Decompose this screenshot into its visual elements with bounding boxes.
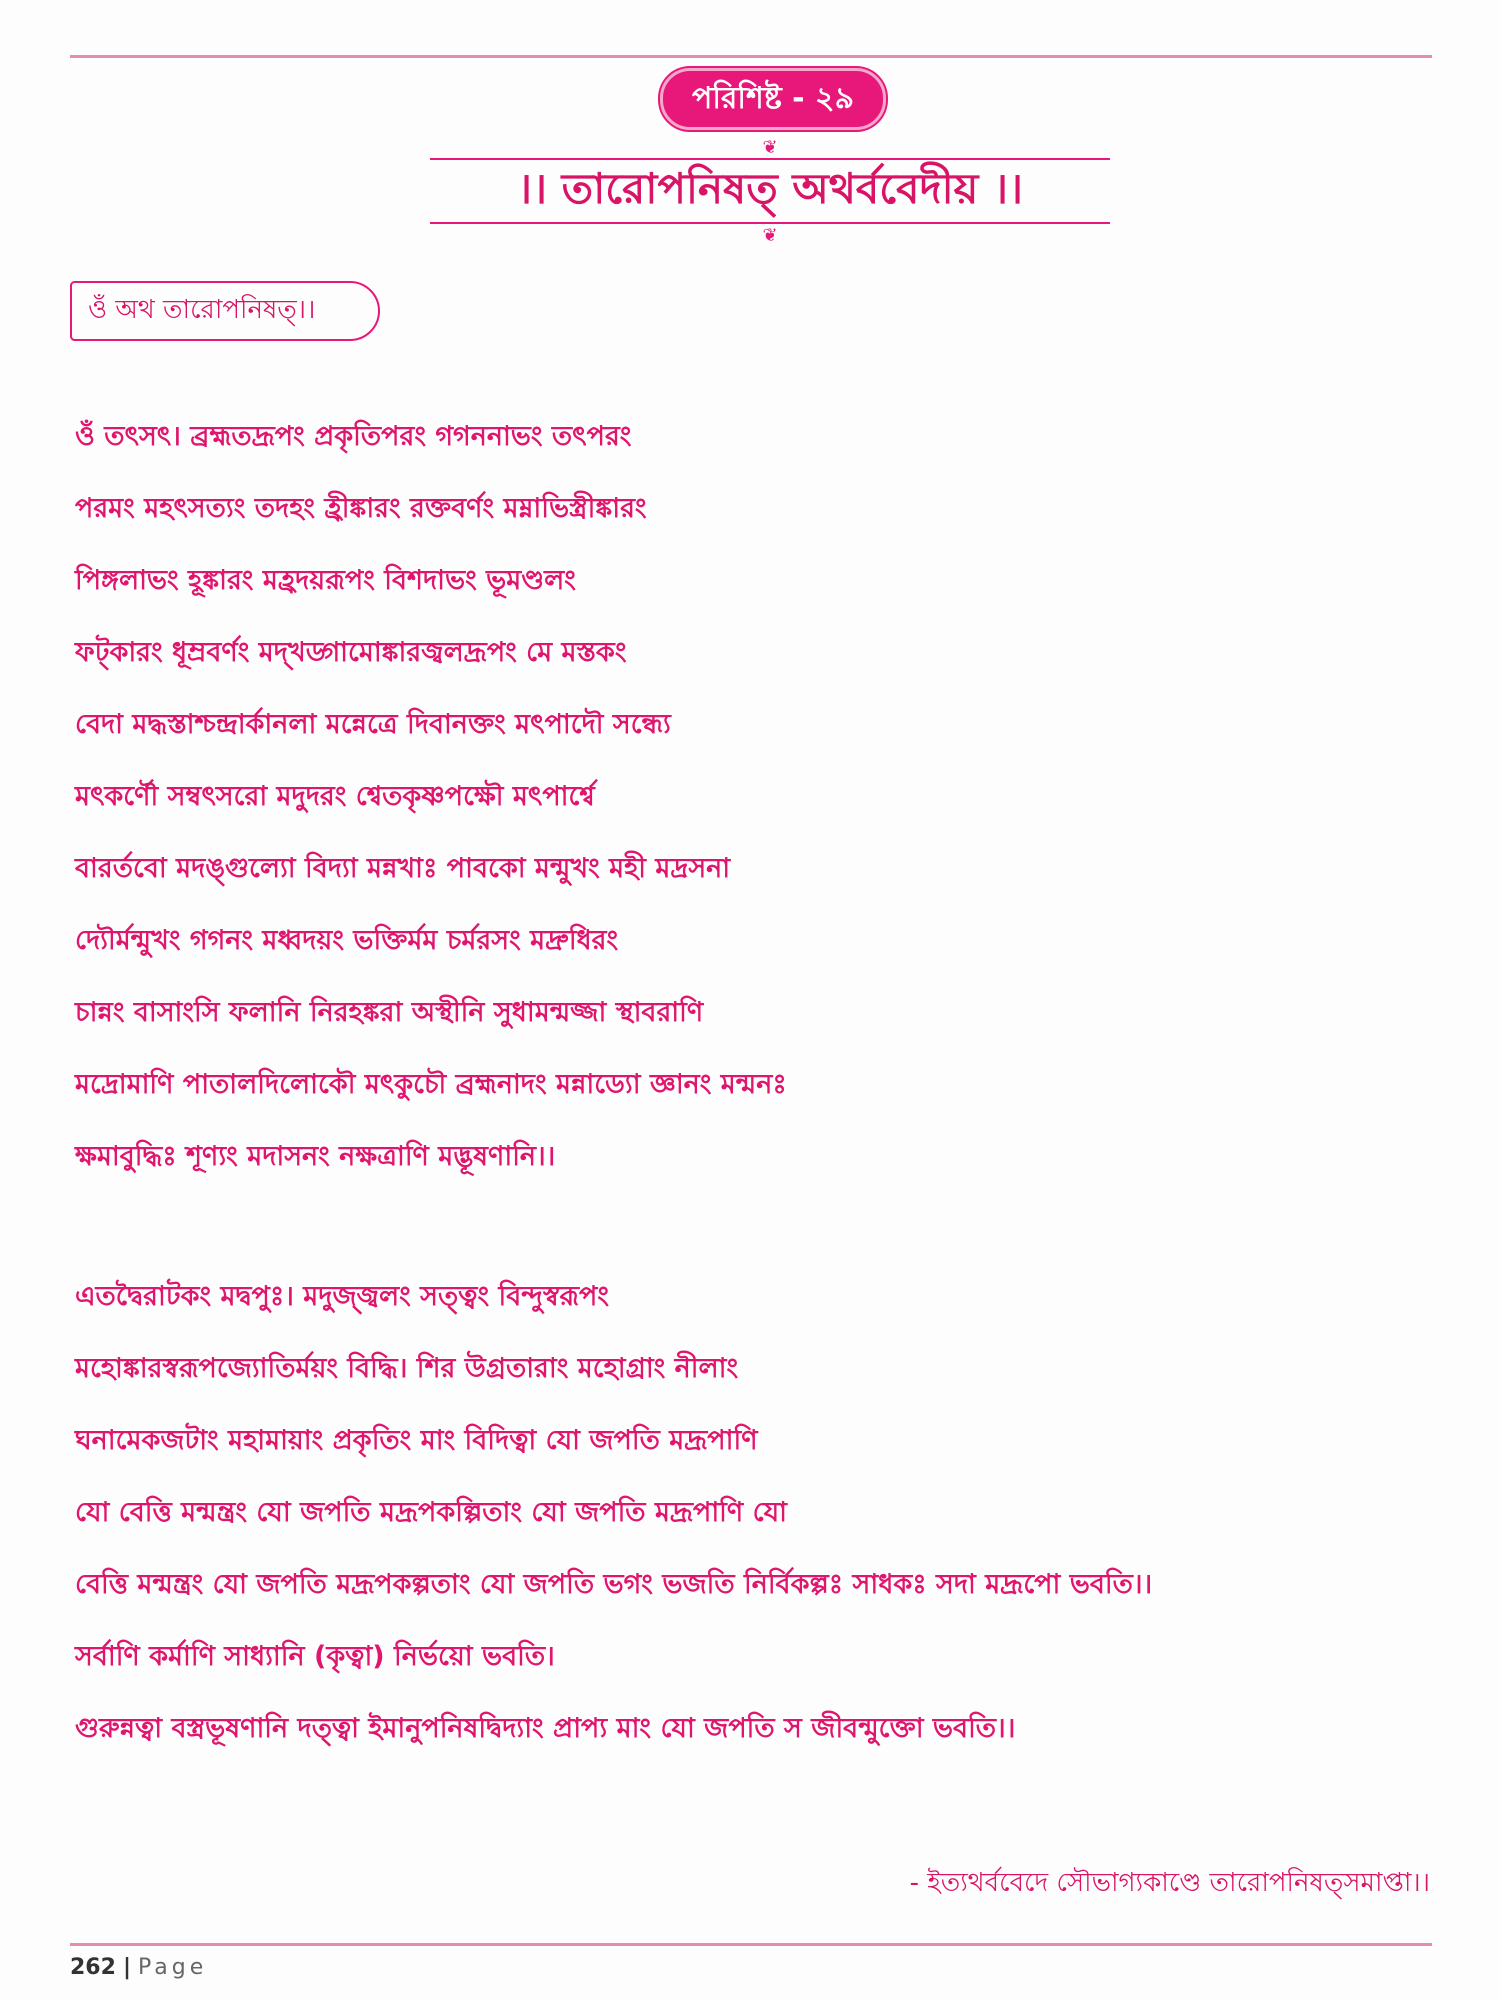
ornament-top-icon: ❦: [762, 137, 778, 158]
verse-block-2: [75, 1275, 1435, 1779]
title-rule-bottom: [430, 222, 1110, 224]
verse-line: সর্বাণি কর্মাণি সাধ্যানি (কৃত্বা) নির্ভয়ো ভবতি।: [75, 1641, 555, 1672]
verse-line: চান্নং বাসাংসি ফলানি নিরহঙ্করা অস্থীনি সুধামন্মজ্জা স্থাবরাণি: [75, 997, 704, 1028]
page-label: Page: [137, 1955, 208, 1980]
top-rule: [70, 55, 1432, 58]
verse-line: দ্যৌর্মন্মুখং গগনং মধ্বদয়ং ভক্তির্মম চর্মরসং মদ্রুধিরং: [75, 925, 619, 956]
closing-colophon: - ইত্যথর্ববেদে সৌভাগ্যকাণ্ডে তারোপনিষত্সমাপ্তা।।: [909, 1868, 1430, 1898]
verse-line: ফট্কারং ধূম্রবর্ণং মদ্‌খড্গামোঙ্কারজ্বলদ্রূপং মে মস্তকং: [75, 637, 627, 668]
verse-line: মহোঙ্কারস্বরূপজ্যোতির্ময়ং বিদ্ধি। শির উগ্রতারাং মহোগ্রাং নীলাং: [75, 1353, 739, 1384]
verse-line: বারর্তবো মদঙ্গুল্যো বিদ্যা মন্নখাঃ পাবকো মন্মুখং মহী মদ্রসনা: [75, 853, 731, 884]
ornament-bottom-icon: ❦: [762, 225, 778, 246]
verse-line: ওঁ তৎসৎ। ব্রহ্মতদ্রূপং প্রকৃতিপরং গগননাভং তৎপরং: [75, 421, 632, 452]
verse-line: গুরুন্নত্বা বস্ত্রভূষণানি দত্ত্বা ইমানুপনিষদ্বিদ্যাং প্রাপ্য মাং যো জপতি স জীবন্মুক্তো ভবতি।।: [75, 1713, 1016, 1744]
verse-line: মদ্রোমাণি পাতালদিলোকৌ মৎকুচৌ ব্রহ্মনাদং মন্নাড্যো জ্ঞানং মন্মনঃ: [75, 1069, 787, 1100]
intro-tag: ওঁ অথ তারোপনিষত্।।: [70, 281, 380, 341]
verse-line: পিঙ্গলাভং হূঙ্কারং মহ্রদয়রূপং বিশদাভং ভূমণ্ডলং: [75, 565, 576, 596]
verse-line: ক্ষমাবুদ্ধিঃ শূণ্যং মদাসনং নক্ষত্রাণি মদ্ভূষণানি।।: [75, 1141, 556, 1172]
appendix-badge: পরিশিষ্ট - ২৯: [660, 68, 886, 130]
page-footer: [70, 1955, 207, 1980]
page-title: ।। তারোপনিষত্ অথর্ববেদীয় ।।: [516, 163, 1024, 213]
verse-line: বেদা মদ্ধস্তাশ্চন্দ্রার্কানলা মন্নেত্রে দিবানক্তং মৎপাদৌ সন্ধ্যে: [75, 709, 671, 740]
title-block: [430, 137, 1110, 250]
page-separator: |: [122, 1955, 131, 1980]
verse-line: যো বেত্তি মন্মন্ত্রং যো জপতি মদ্রূপকল্পিতাং যো জপতি মদ্রূপাণি যো: [75, 1497, 787, 1528]
page-number: 262: [70, 1955, 116, 1980]
verse-line: এতদ্বৈরাটকং মদ্বপুঃ। মদুজ্জ্বলং সত্ত্বং বিন্দুস্বরূপং: [75, 1281, 609, 1312]
verse-block-1: [75, 415, 1435, 1207]
verse-line: বেত্তি মন্মন্ত্রং যো জপতি মদ্রূপকল্পতাং যো জপতি ভগং ভজতি নির্বিকল্পঃ সাধকঃ সদা মদ্রূপো ভবতি।।: [75, 1569, 1153, 1600]
bottom-rule: [70, 1943, 1432, 1946]
verse-line: ঘনামেকজটাং মহামায়াং প্রকৃতিং মাং বিদিত্বা যো জপতি মদ্রূপাণি: [75, 1425, 758, 1456]
verse-line: মৎকর্ণৌ সম্বৎসরো মদুদরং শ্বেতকৃষ্ণপক্ষৌ মৎপার্শ্বে: [75, 781, 595, 812]
verse-line: পরমং মহৎসত্যং তদহং হ্রীঙ্কারং রক্তবর্ণং মম্নাভিস্ত্রীঙ্কারং: [75, 493, 647, 524]
